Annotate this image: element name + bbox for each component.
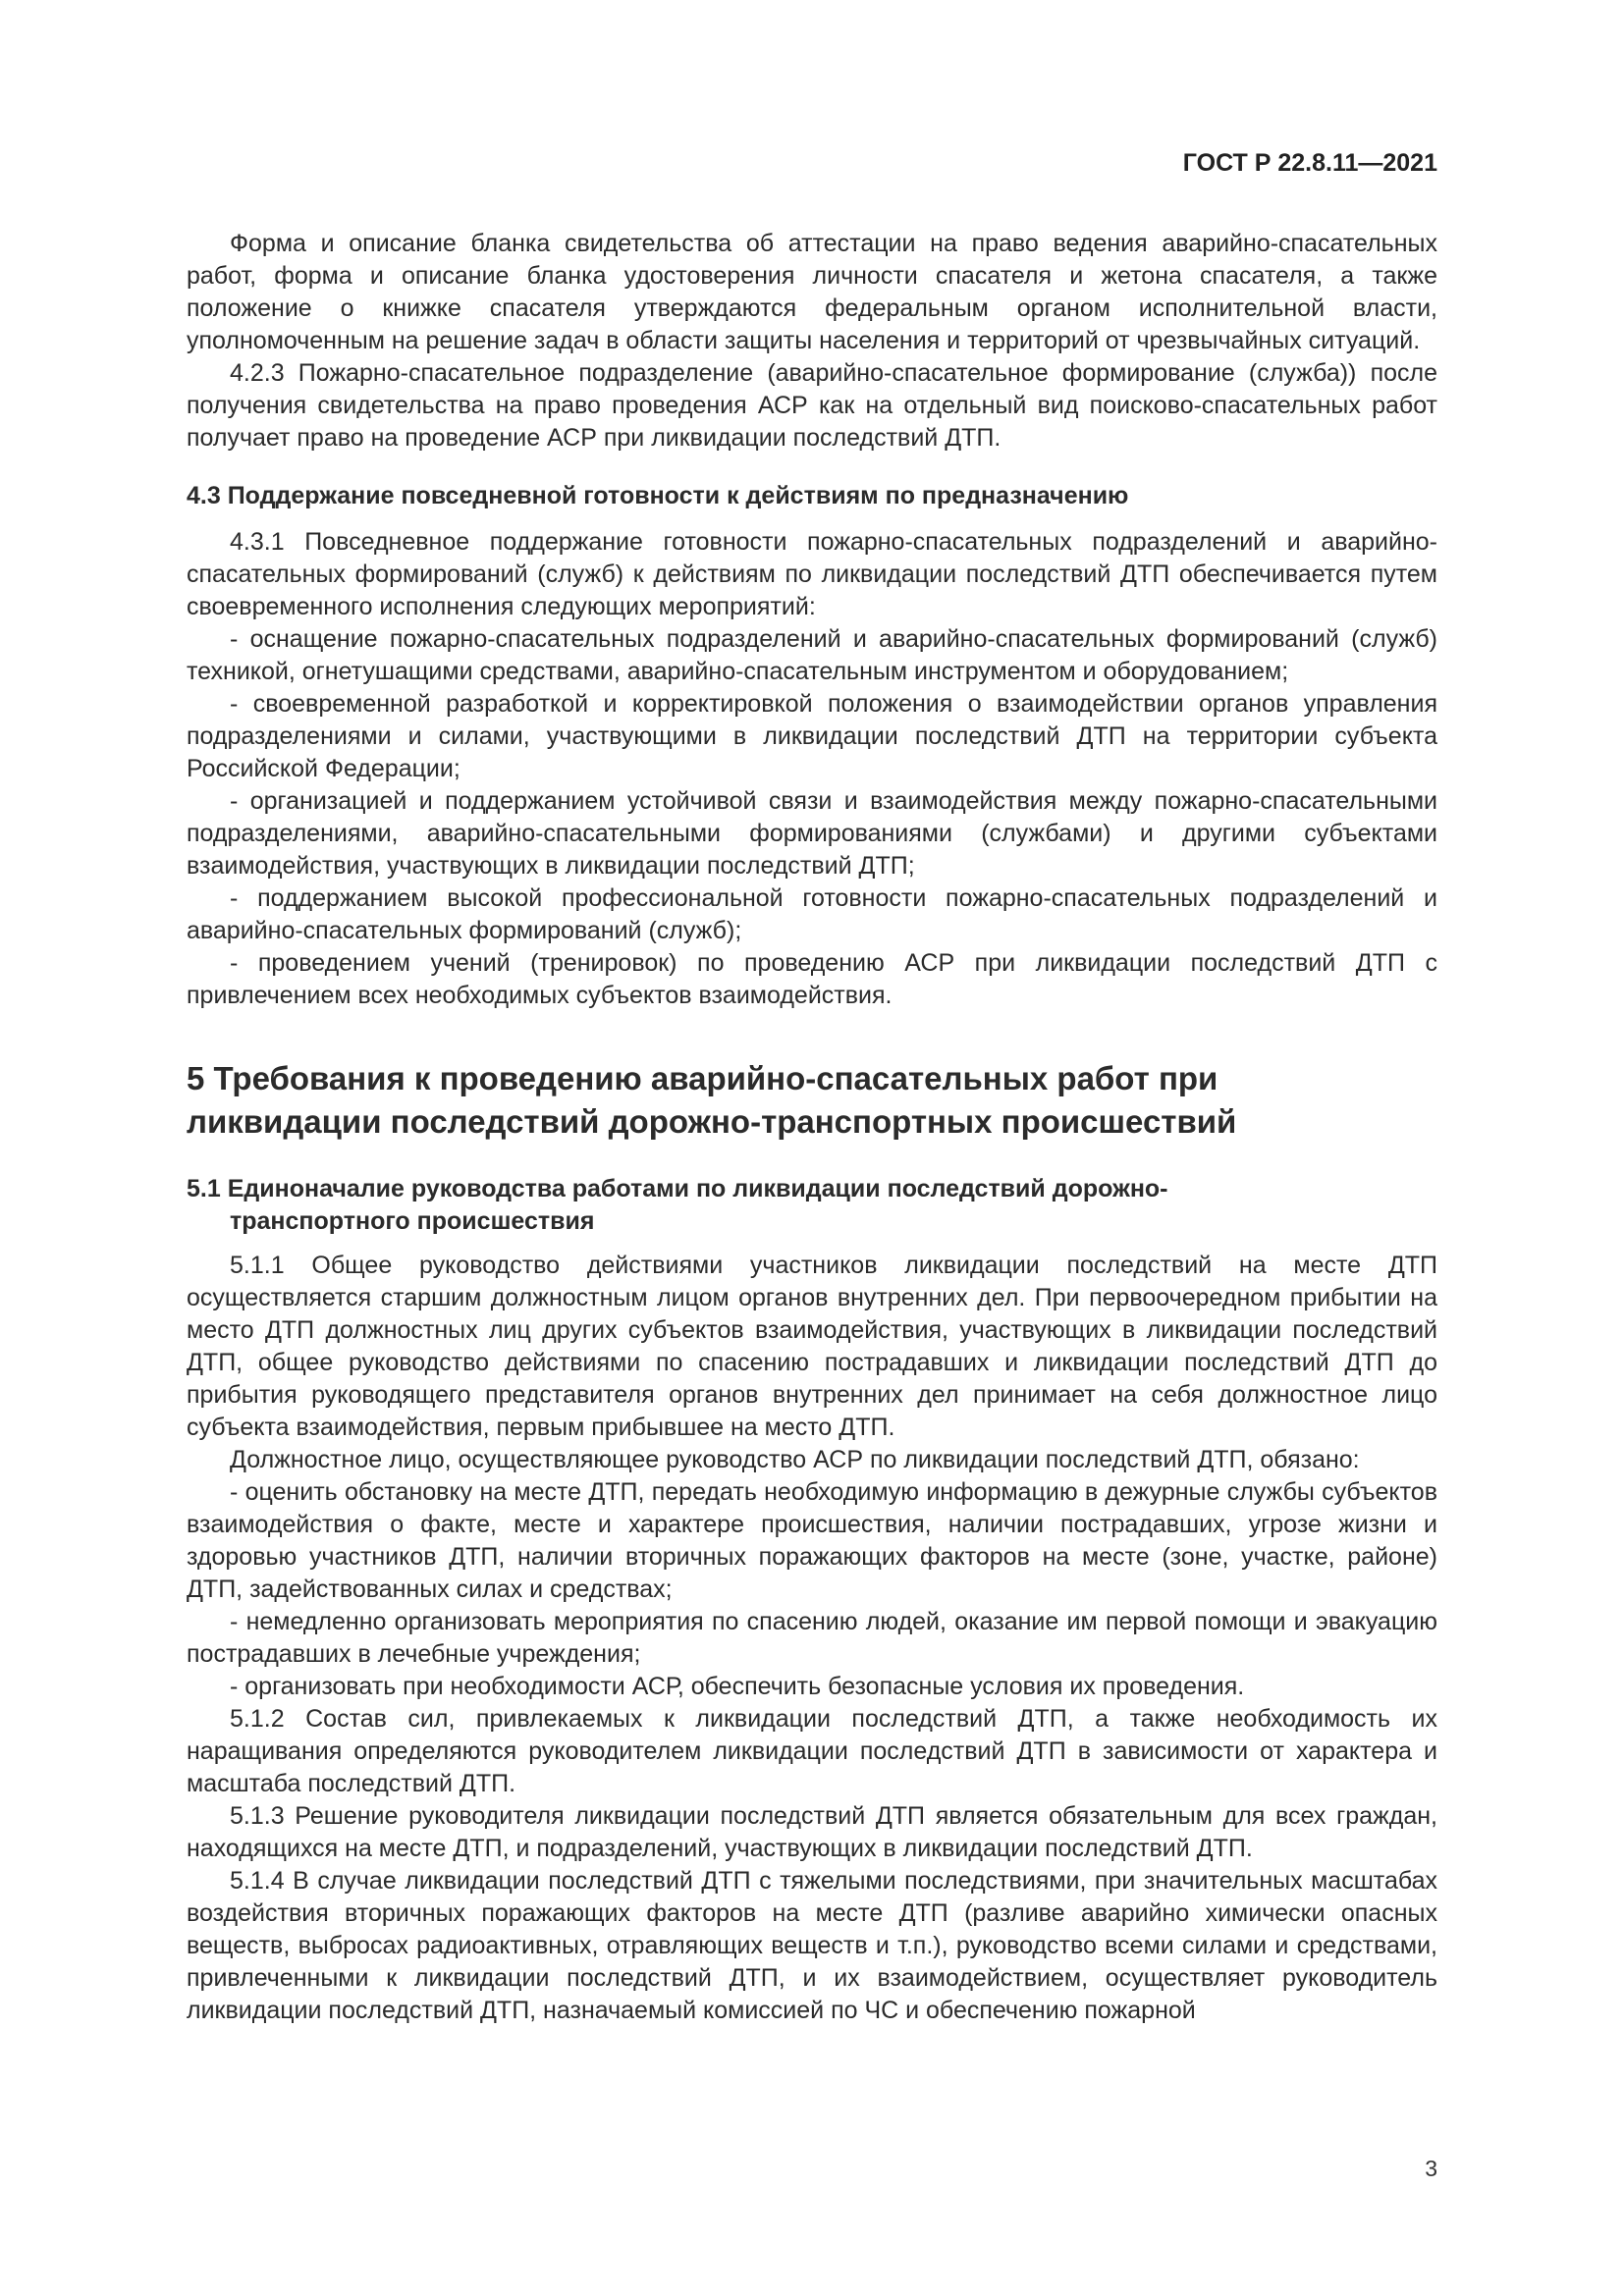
paragraph: 5.1.1 Общее руководство действиями участников ликвидации последствий на месте ДТП осуществляется старшим должностным лицом органов внутренних дел. При первоочередном прибытии на место ДТП должностных лиц других субъектов взаимодействия, участвующих в ликвидации последствий ДТП, общее руководство действиями по спасению пострадавших и ликвидации последствий ДТП до прибытия руководящего представителя органов внутренних дел принимает на себя должностное лицо субъекта взаимодействия, первым прибывшее на место ДТП. [187,1252,1437,1441]
document-code: ГОСТ Р 22.8.11—2021 [1182,149,1437,177]
section-5-1-title [187,1173,1437,1238]
list-item: - организацией и поддержанием устойчивой связи и взаимодействия между пожарно-спасательными подразделениями, аварийно-спасательными формированиями (службами) и другими субъектами взаимодействия, участвующих в ликвидации последствий ДТП; [187,787,1437,880]
paragraph: 5.1.3 Решение руководителя ликвидации последствий ДТП является обязательным для всех граждан, находящихся на месте ДТП, и подразделений, участвующих в ликвидации последствий ДТП. [187,1802,1437,1862]
section-4-3-title: 4.3 Поддержание повседневной готовности к действиям по предназначению [187,482,1129,509]
section-5-title-line1: 5 Требования к проведению аварийно-спасательных работ при [187,1060,1218,1096]
list-item: - проведением учений (тренировок) по проведению АСР при ликвидации последствий ДТП с привлечением всех необходимых субъектов взаимодействия. [187,949,1437,1009]
section-5-title [187,1057,1437,1144]
section-5-1-title-line1: 5.1 Единоначалие руководства работами по ликвидации последствий дорожно- [187,1175,1168,1202]
list-item: - оценить обстановку на месте ДТП, передать необходимую информацию в дежурные службы субъектов взаимодействия о факте, месте и характере происшествия, наличии пострадавших, угрозе жизни и здоровью участников ДТП, наличии вторичных поражающих факторов на месте (зоне, участке, районе) ДТП, задействованных силах и средствах; [187,1478,1437,1603]
document-body [187,228,1437,2027]
section-5-1-title-line2: транспортного происшествия [230,1207,595,1235]
paragraph: 5.1.4 В случае ликвидации последствий ДТП с тяжелыми последствиями, при значительных масштабах воздействия вторичных поражающих факторов на месте ДТП (разливе аварийно химически опасных веществ, выбросах радиоактивных, отравляющих веществ и т.п.), руководство всеми силами и средствами, привлеченными к ликвидации последствий ДТП, и их взаимодействием, осуществляет руководитель ликвидации последствий ДТП, назначаемый комиссией по ЧС и обеспечению пожарной [187,1867,1437,2024]
paragraph: Должностное лицо, осуществляющее руководство АСР по ликвидации последствий ДТП, обязано: [230,1446,1360,1473]
list-item: - поддержанием высокой профессиональной готовности пожарно-спасательных подразделений и аварийно-спасательных формирований (служб); [187,884,1437,944]
paragraph: 4.3.1 Повседневное поддержание готовности пожарно-спасательных подразделений и аварийно-спасательных формирований (служб) к действиям по ликвидации последствий ДТП обеспечивается путем своевременного исполнения следующих мероприятий: [187,528,1437,620]
list-item: - немедленно организовать мероприятия по спасению людей, оказание им первой помощи и эвакуацию пострадавших в лечебные учреждения; [187,1608,1437,1668]
paragraph: 4.2.3 Пожарно-спасательное подразделение (аварийно-спасательное формирование (служба)) после получения свидетельства на право проведения АСР как на отдельный вид поисково-спасательных работ получает право на проведение АСР при ликвидации последствий ДТП. [187,359,1437,452]
section-5-title-line2: ликвидации последствий дорожно-транспортных происшествий [187,1103,1237,1140]
list-item: - своевременной разработкой и корректировкой положения о взаимодействии органов управления подразделениями и силами, участвующими в ликвидации последствий ДТП на территории субъекта Российской Федерации; [187,690,1437,782]
list-item: - оснащение пожарно-спасательных подразделений и аварийно-спасательных формирований (служб) техникой, огнетушащими средствами, аварийно-спасательным инструментом и оборудованием; [187,625,1437,685]
paragraph: 5.1.2 Состав сил, привлекаемых к ликвидации последствий ДТП, а также необходимость их наращивания определяются руководителем ликвидации последствий ДТП в зависимости от характера и масштаба последствий ДТП. [187,1705,1437,1797]
list-item: - организовать при необходимости АСР, обеспечить безопасные условия их проведения. [230,1673,1245,1700]
page-number: 3 [1425,2156,1437,2181]
paragraph: Форма и описание бланка свидетельства об аттестации на право ведения аварийно-спасательных работ, форма и описание бланка удостоверения личности спасателя и жетона спасателя, а также положение о книжке спасателя утверждаются федеральным органом исполнительной власти, уполномоченным на решение задач в области защиты населения и территорий от чрезвычайных ситуаций. [187,230,1437,354]
